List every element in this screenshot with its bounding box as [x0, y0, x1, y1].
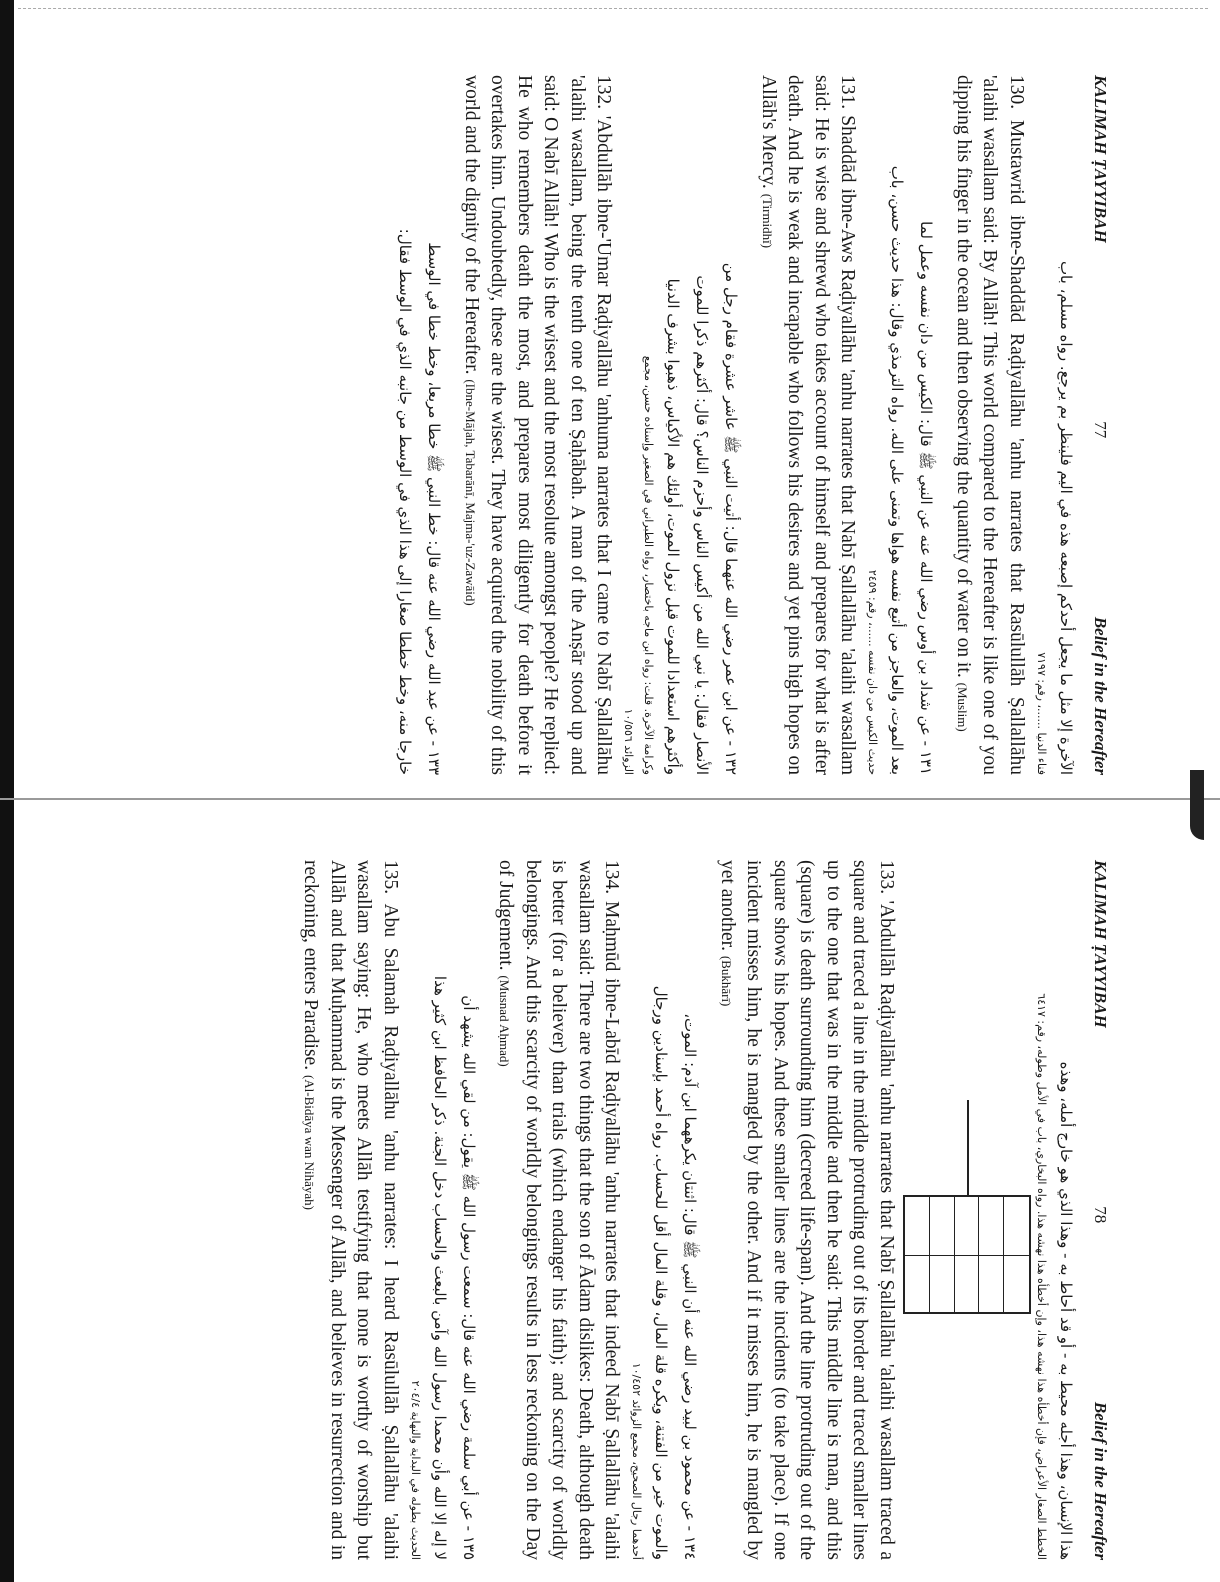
hadith-130-source: (Muslim) [955, 682, 970, 732]
arabic-line: خارجا منه، وخط خططا صغارا إلى هذا الذي في الوسط من جانبه الذي في الوسط فقال: [396, 228, 415, 775]
top-rule [18, 8, 1208, 10]
arabic-reference: الخطط الصغار الأعراض، فإن أخطأه هذا نهشه هذا، وإن أخطأه هذا نهشه هذا. رواه البخاري، باب في الأمل وطوله، رقم: ٦٤١٧ [1035, 993, 1048, 1560]
arabic-reference: أحدهما رجال الصحيح، مجمع الزوائد ١٠/٤٥٢ [630, 1362, 644, 1560]
arabic-line: ١٣٢ - عن ابن عمر رضي الله عنهما قال: أتيت النبي ﷺ عاشر عشرة فقام رجل من [722, 262, 741, 775]
arabic-line: ١٣١ - عن شداد بن أوس رضي الله عنه عن النبي ﷺ قال: الكيس من دان نفسه وعمل لما [917, 221, 936, 775]
page-78 [30, 860, 1110, 1560]
binding-mark [1190, 770, 1204, 840]
hadith-132-source: (Ibne-Mājah, Tabarānī, Majma-'uz-Zawāid) [463, 379, 478, 606]
hadith-134-text: 134. Maḥmūd ibne-Labīd Raḍiyallāhu 'anhu narrates that indeed Nabī Ṣallallāhu 'alaihi wasallam said: There are two things that the son of Ādam dislikes: Death, although death is better (for a believer) than trials (which endanger his faith); and scarcity of worldly belongings. And this scarcity of worldly belongings results in less reckoning on the Day of Judgement. [495, 860, 623, 1560]
diagram-hope-line [967, 1100, 969, 1195]
header-book-title: KALIMAH ṬAYYIBAH [1091, 860, 1110, 1028]
arabic-line: الآخرة إلا مثل ما يجعل أحدكم إصبعه هذه في اليم فلينظر بم يرجع. رواه مسلم، باب [1057, 260, 1075, 775]
square-diagram [901, 1100, 1031, 1320]
hadith-134 [491, 860, 625, 1560]
arabic-line: ١٣٣ - عن عبد الله رضي الله عنه قال: خط النبي ﷺ خطا مربعا، وخط خطا في الوسط [425, 242, 444, 775]
page-number: 77 [1091, 421, 1110, 439]
diagram-square [903, 1195, 1031, 1314]
arabic-line: ١٣٥ - عن أبي سلمة رضي الله عنه قال: سمعت رسول الله ﷺ يقول: من لقي الله يشهد أن [460, 995, 478, 1560]
hadith-135-text: 135. Abu Salamah Raḍiyallāhu 'anhu narrates: I heard Rasūlullāh Ṣallallāhu 'alaihi wasallam saying: He, who meets Allāh testifying that none is worthy of worship but Allāh and that Muḥammad is the Messenger of Allāh, and believes in resurrection and in reckoning, enters Paradise. [300, 860, 401, 1560]
diagram-middle-line [905, 1255, 1029, 1256]
header-chapter-title: Belief in the Hereafter [1091, 1401, 1110, 1560]
arabic-line: بعد الموت، والعاجز من أتبع نفسه هواها وتمنى على الله. رواه الترمذي وقال: هذا حديث حسن، باب [888, 165, 907, 775]
page-header [1090, 75, 1110, 775]
hadith-132-text: 132. 'Abdullāh ibne-'Umar Raḍiyallāhu 'anhuma narrates that I came to Nabī Ṣallallāhu 'alaihi wasallam, being the tenth one of ten Ṣaḥābah. A man of the Anṣār stood up and said: O Nabī Allāh! Who is the wisest and the most resolute amongst people? He replied: He who remembers death the most, and prepares most diligently for death before it overtakes him. Undoubtedly, these are the wisest. They have acquired the nobility of this world and the dignity of the Hereafter. [461, 75, 615, 775]
arabic-line: لا إله إلا الله وأن محمدا رسول الله وآمن بالبعث والحساب دخل الجنة. ذكر الحافظ ابن كثير هذا [431, 975, 449, 1560]
arabic-line: هذا الإنسان، وهذا أجله محيط به - أو قد أحاط به - وهذا الذي هو خارج أمله، وهذه [1057, 1061, 1075, 1560]
hadith-131-source: (Tirmidhī) [760, 193, 775, 249]
hadith-133 [713, 860, 900, 1560]
arabic-line: وأكثرهم استعدادا للموت قبل نزول الموت، أولئك هم الأكياس، ذهبوا بشرف الدنيا [664, 278, 683, 775]
page-number: 78 [1091, 1206, 1110, 1224]
hadith-135-source: (Al-Bidāya wan Nihāyah) [302, 1074, 318, 1210]
hadith-130-text: 130. Mustawrid ibne-Shaddād Raḍiyallāhu 'anhu narrates that Rasūlullāh Ṣallallāhu 'alaihi wasallam said: By Allāh! This world compared to the Hereafter is like one of you dipping his finger in the ocean and then observing the quantity of water on it. [953, 75, 1027, 775]
page-fold [0, 798, 1220, 800]
hadith-133-source: (Bukhārī) [719, 955, 734, 1007]
arabic-reference: فناء الدنيا ......، رقم: ٧١٩٧ [1035, 652, 1048, 775]
hadith-131-text: 131. Shaddād ibne-Aws Raḍiyallāhu 'anhu narrates that Nabī Ṣallallāhu 'alaihi wasallam said: He is wise and shrewd who takes account of himself and prepares for what is after death. And he is weak and incapable who follows his desires and yet pins high hopes on Allāh's Mercy. [758, 75, 859, 775]
hadith-131 [754, 75, 861, 775]
page-77 [30, 75, 1110, 775]
page-header [1090, 860, 1110, 1560]
arabic-reference: الزوائد ١٠/٥٥٦ [622, 708, 636, 775]
hadith-130 [949, 75, 1030, 775]
hadith-134-source: (Musnad Aḥmad) [497, 975, 513, 1067]
arabic-reference: وكرامة الآخرة. قلت: رواه ابن ماجه باختصار، رواه الطبراني في الصغير وإسناده حسن، مجمع [642, 355, 656, 775]
hadith-133-text: 133. 'Abdullāh Raḍiyallāhu 'anhu narrates that Nabī Ṣallallāhu 'alaihi wasallam traced a square and traced a line in the middle protruding out of its border and traced smaller lines up to the one that was in the middle and then he said: This middle line is man, and this (square) is death surrounding him (decreed life-span). And the line protruding out of the square shows his hopes. And these smaller lines are the incidents (to take place). If one incident misses him, he is mangled by the other. And if it misses him, he is mangled by yet another. [717, 860, 897, 1560]
hadith-132 [457, 75, 617, 775]
arabic-reference: حديث الكيس من دان نفسه ......، رقم: ٢٤٥٩ [866, 569, 880, 775]
header-book-title: KALIMAH ṬAYYIBAH [1091, 75, 1110, 243]
header-chapter-title: Belief in the Hereafter [1091, 616, 1110, 775]
arabic-reference: الحديث بطوله في البداية والنهاية ٢٠٤/٤ [409, 1380, 422, 1560]
arabic-line: الأنصار فقال: يا نبي الله من أكيس الناس وأحزم الناس؟ قال: أكثرهم ذكرا للموت [693, 275, 712, 775]
arabic-line: ١٣٤ - عن محمود بن لبيد رضي الله عنه أن النبي ﷺ قال: اثنتان يكرههما ابن آدم: الموت، [681, 1013, 700, 1560]
hadith-135 [296, 860, 403, 1560]
arabic-line: والموت خير من الفتنة، ويكره قلة المال، وقلة المال أقل للحساب. رواه أحمد بإسنادين ورجال [652, 985, 671, 1560]
scan-edge [0, 0, 14, 1582]
